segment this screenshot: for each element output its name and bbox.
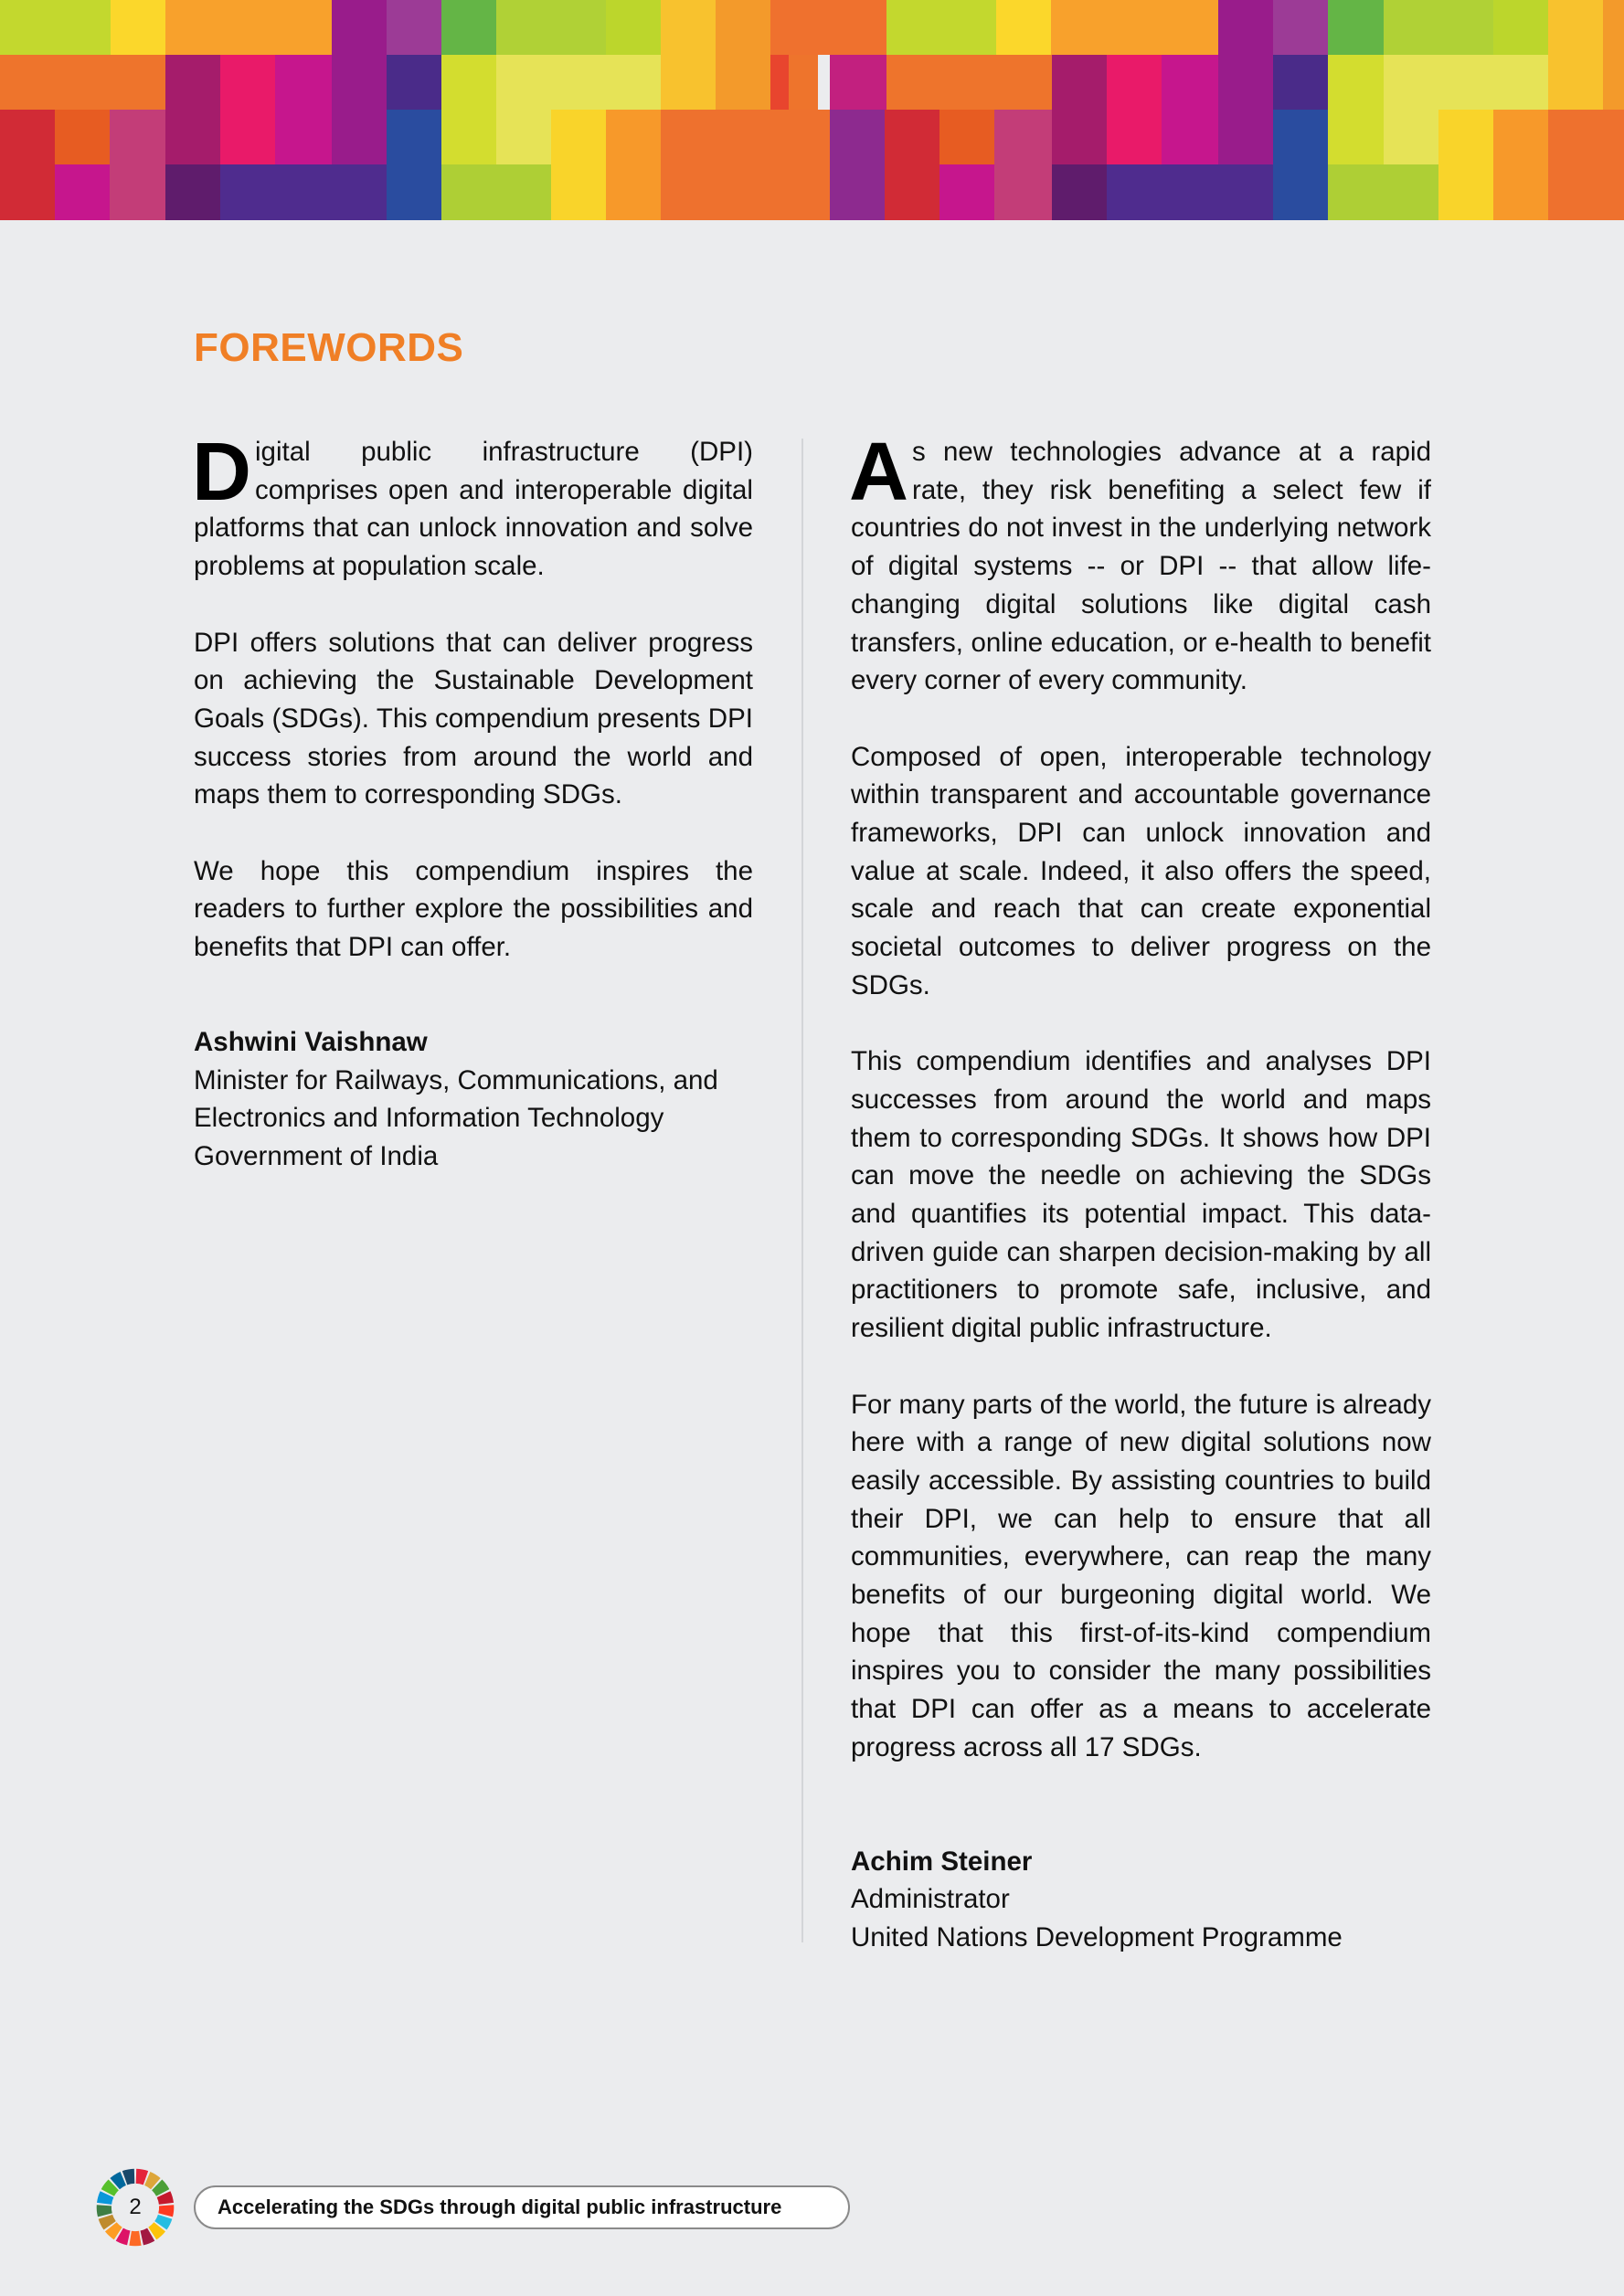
- dropcap: A: [849, 427, 908, 518]
- paragraph: Digital public infrastructure (DPI) comprises open and interoperable digital platforms that can unlock innovation and solve problems at population scale.: [192, 427, 753, 582]
- signatory-name: Ashwini Vaishnaw: [194, 1026, 428, 1057]
- column-divider: [801, 439, 803, 1942]
- signatory-org: Government of India: [194, 1140, 439, 1171]
- paragraph: As new technologies advance at a rapid rate, they risk benefiting a select few if countries do not invest in the underlying network of digital systems -- or DPI -- that allow life-changing digital solutions like digital cash transfers, online education, or e-health to benefit every corner of every community.: [849, 427, 1431, 696]
- page-number: 2: [129, 2195, 142, 2219]
- dropcap: D: [192, 427, 251, 518]
- signature-block: [194, 1023, 753, 1176]
- paragraph: Composed of open, interoperable technology within transparent and accountable governance frameworks, DPI can unlock innovation and value at scale. Indeed, it also offers the speed, scale and reach that can create exponential societal outcomes to deliver progress on the SDGs.: [851, 741, 1431, 1000]
- publication-title-pill: [194, 2185, 850, 2229]
- foreword-left: [192, 427, 753, 1176]
- color-mosaic-banner: [0, 0, 1624, 220]
- signatory-org: United Nations Development Programme: [851, 1921, 1343, 1952]
- paragraph: This compendium identifies and analyses DPI successes from around the world and maps them to corresponding SDGs. It shows how DPI can move the needle on achieving the SDGs and quantifies its potential impact. This data-driven guide can sharpen decision-making by all practitioners to promote safe, inclusive, and resilient digital public infrastructure.: [851, 1046, 1431, 1344]
- page-title: FOREWORDS: [194, 325, 464, 370]
- foreword-right: [849, 427, 1431, 1957]
- publication-title: Accelerating the SDGs through digital public infrastructure: [218, 2195, 782, 2218]
- paragraph: For many parts of the world, the future is already here with a range of new digital solutions now easily accessible. By assisting countries to build their DPI, we can help to ensure that all communities, everywhere, can reap the many benefits of our burgeoning digital world. We hope that this first-of-its-kind compendium inspires you to consider the many possibilities that DPI can offer as a means to accelerate progress across all 17 SDGs.: [851, 1389, 1431, 1762]
- header-banner: [0, 0, 1624, 220]
- signature-block: [851, 1843, 1431, 1957]
- paragraph: We hope this compendium inspires the readers to further explore the possibilities and benefits that DPI can offer.: [194, 855, 753, 963]
- signatory-title: Minister for Railways, Communications, and: [194, 1064, 718, 1095]
- signatory-name: Achim Steiner: [851, 1846, 1033, 1877]
- signatory-title: Administrator: [851, 1884, 1010, 1915]
- paragraph: DPI offers solutions that can deliver progress on achieving the Sustainable Development Goals (SDGs). This compendium presents DPI success stories from around the world and maps them to corresponding SDGs.: [194, 627, 753, 810]
- signatory-title: Electronics and Information Technology: [194, 1103, 664, 1134]
